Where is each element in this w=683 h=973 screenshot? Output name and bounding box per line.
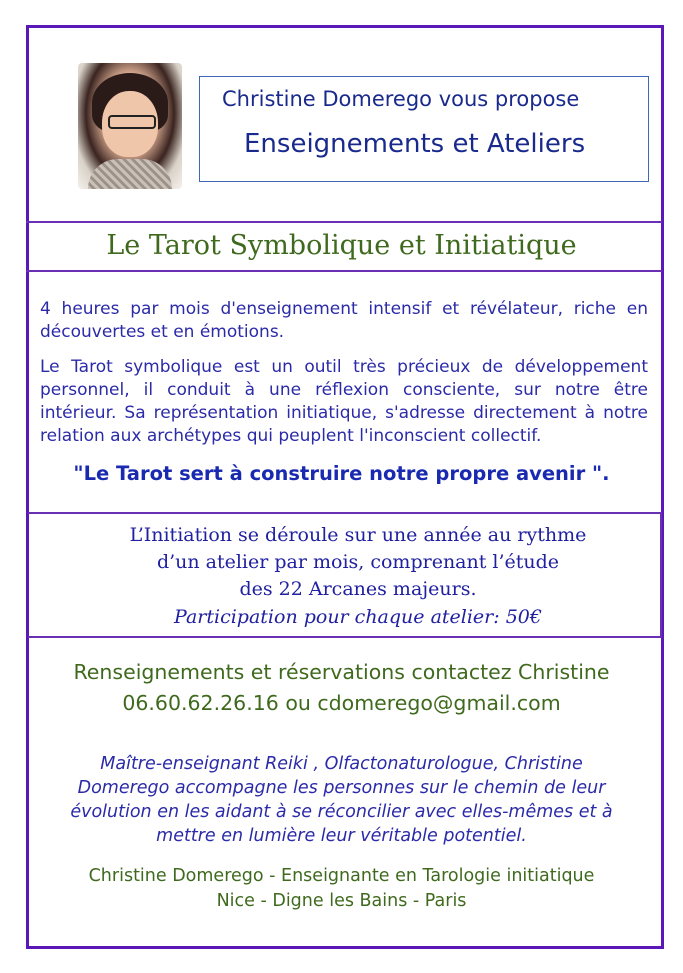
paragraph-description: Le Tarot symbolique est un outil très précieux de développement personnel, il conduit à une réflexion consciente, sur notre être intérieur. Sa représentation initiatique, s'adresse directement à notre relation aux archétypes qui peuplent l'inconscient collectif. bbox=[40, 357, 648, 446]
header-box bbox=[199, 76, 649, 182]
divider-top bbox=[26, 221, 662, 223]
contact-line-1: Renseignements et réservations contactez Christine bbox=[73, 660, 610, 684]
paragraph-intro: 4 heures par mois d'enseignement intensif et révélateur, riche en découvertes et en émotions. bbox=[40, 299, 648, 342]
initiation-box bbox=[28, 512, 662, 638]
footer-line-1: Christine Domerego - Enseignante en Tarologie initiatique bbox=[88, 866, 595, 886]
initiation-line-1: L’Initiation se déroule sur une année au rythme bbox=[129, 524, 587, 546]
divider-section bbox=[26, 270, 662, 272]
section-title: Le Tarot Symbolique et Initiatique bbox=[106, 230, 577, 261]
contact-phone-email[interactable]: 06.60.62.26.16 ou cdomerego@gmail.com bbox=[122, 691, 561, 715]
portrait-shirt bbox=[88, 159, 172, 189]
header-title: Enseignements et Ateliers bbox=[244, 129, 586, 159]
initiation-price: Participation pour chaque atelier: 50€ bbox=[174, 606, 542, 628]
bio-paragraph: Maître-enseignant Reiki , Olfactonaturologue, Christine Domerego accompagne les personnes sur le chemin de leur évolution en les aidant à se réconcilier avec elles-mêmes et à mettre en lumière leur véritable potentiel. bbox=[70, 754, 613, 846]
tarot-quote: "Le Tarot sert à construire notre propre avenir ". bbox=[73, 462, 610, 485]
footer-locations: Nice - Digne les Bains - Paris bbox=[216, 891, 467, 911]
portrait-photo bbox=[78, 63, 182, 189]
portrait-glasses bbox=[108, 115, 156, 129]
header-subtitle: Christine Domerego vous propose bbox=[222, 87, 580, 111]
initiation-line-2: d’un atelier par mois, comprenant l’étude bbox=[156, 551, 560, 573]
initiation-line-3: des 22 Arcanes majeurs. bbox=[239, 578, 477, 600]
